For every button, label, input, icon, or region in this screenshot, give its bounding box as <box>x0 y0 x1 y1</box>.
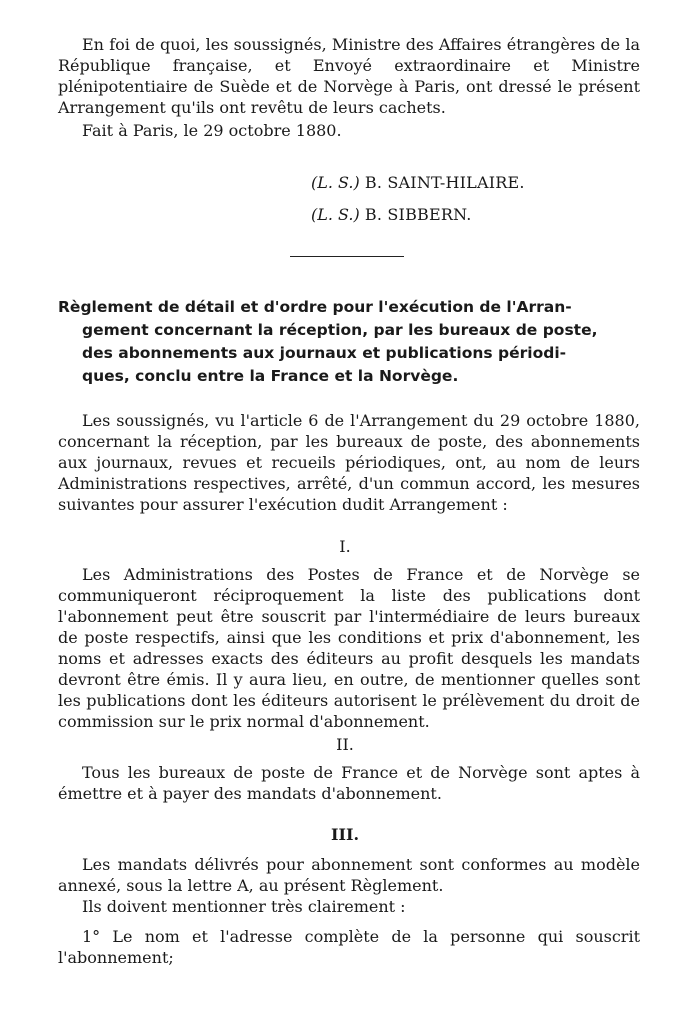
article-1-text: Les Administrations des Postes de France et de Norvège se communiqueront réciproquement la liste des publications dont l'abonnement peut être souscrit par l'intermédiaire de leurs bureaux de poste respectifs, ainsi que les conditions et prix d'abonnement, les noms et adresses exacts des éditeurs au profit desquels les mandats devront être émis. Il y aura lieu, en outre, de mentionner quelles sont les publications dont les éditeurs autorisent le prélèvement du droit de commission sur le prix normal d'abonnement. <box>58 565 640 731</box>
title-line: des abonnements aux journaux et publications périodi- <box>82 344 567 362</box>
preamble <box>58 34 640 141</box>
seal-mark: (L. S.) <box>311 205 360 224</box>
title-line: Règlement de détail et d'ordre pour l'exécution de l'Arran- <box>58 298 572 316</box>
section-divider <box>290 256 404 257</box>
article-numeral-2: II. <box>336 735 354 754</box>
title-line: gement concernant la réception, par les bureaux de poste, <box>82 321 598 339</box>
signatory-name: B. SIBBERN. <box>364 205 472 224</box>
reglement-title <box>58 296 640 388</box>
signatory-name: B. SAINT-HILAIRE. <box>364 173 525 192</box>
article-2-text: Tous les bureaux de poste de France et de Norvège sont aptes à émettre et à payer des mandats d'abonnement. <box>58 763 640 803</box>
signature-saint-hilaire <box>311 172 525 193</box>
article-1 <box>58 564 640 732</box>
seal-mark: (L. S.) <box>311 173 360 192</box>
title-line: ques, conclu entre la France et la Norvège. <box>82 367 459 385</box>
article-3 <box>58 854 640 968</box>
preamble-paragraph: En foi de quoi, les soussignés, Ministre des Affaires étrangères de la République française, et Envoyé extraordinaire et Ministre plénipotentiaire de Suède et de Norvège à Paris, ont dressé le présent Arrangement qu'ils ont revêtu de leurs cachets. <box>58 35 640 117</box>
reglement-intro <box>58 410 640 515</box>
signature-sibbern <box>311 204 472 225</box>
intro-paragraph: Les soussignés, vu l'article 6 de l'Arrangement du 29 octobre 1880, concernant la réception, par les bureaux de poste, des abonnements aux journaux, revues et recueils périodiques, ont, au nom de leurs Administrations respectives, arrêté, d'un commun accord, les mesures suivantes pour assurer l'exécution dudit Arrangement : <box>58 411 640 514</box>
article-3-text: Les mandats délivrés pour abonnement sont conformes au modèle annexé, sous la lettre A, au présent Règlement. <box>58 855 640 895</box>
article-3-text-2: Ils doivent mentionner très clairement : <box>82 897 406 916</box>
article-3-item-1: 1° Le nom et l'adresse complète de la personne qui souscrit l'abonnement; <box>58 927 640 967</box>
article-numeral-1: I. <box>339 537 351 556</box>
article-numeral-3: III. <box>330 825 360 844</box>
article-2 <box>58 762 640 804</box>
place-date: Fait à Paris, le 29 octobre 1880. <box>82 121 342 140</box>
